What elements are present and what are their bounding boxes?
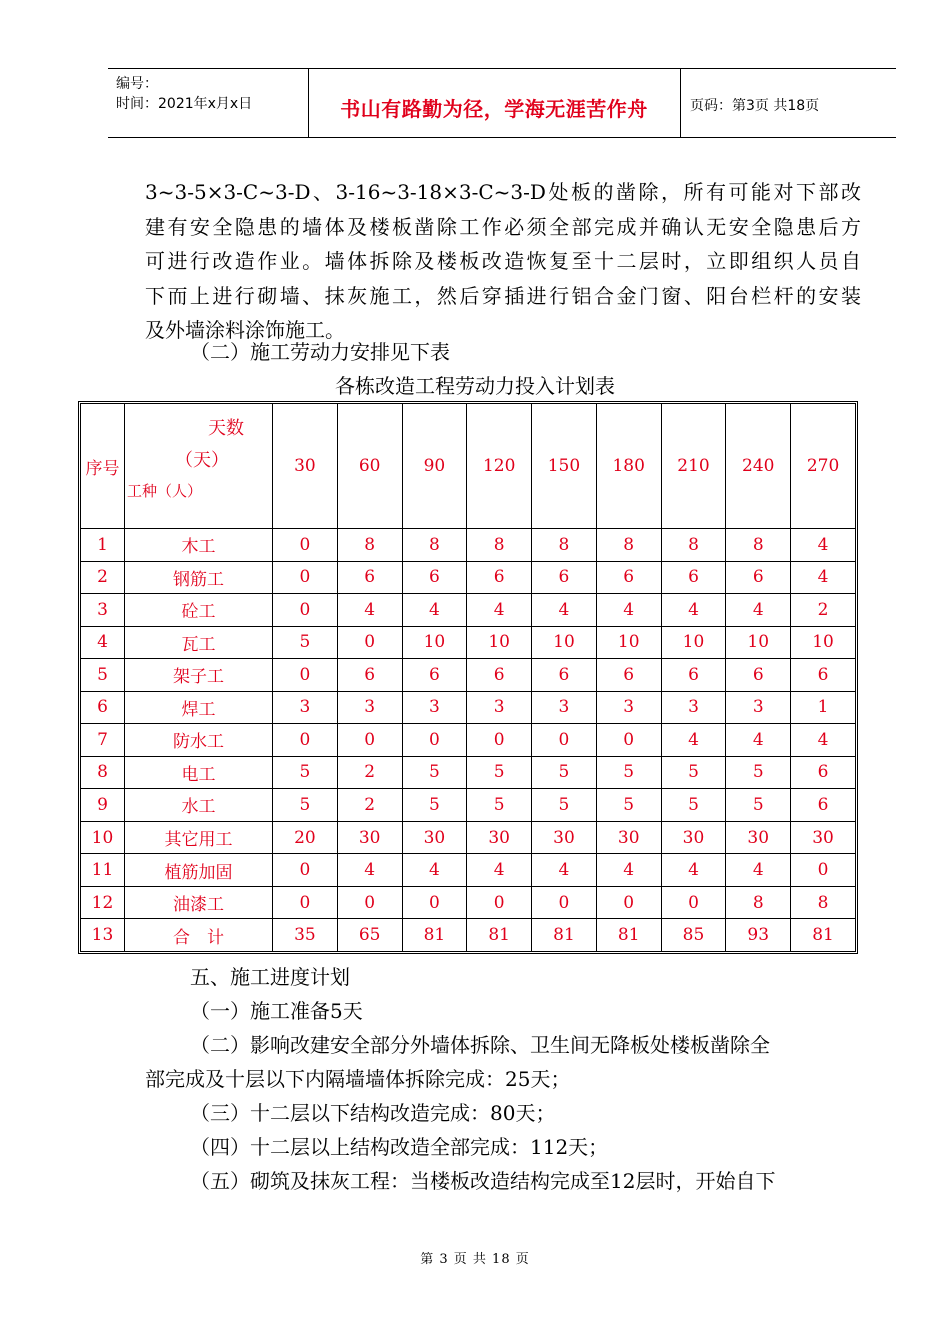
labor-count: 3: [661, 691, 726, 724]
labor-plan-table: [78, 401, 858, 954]
labor-count: 4: [532, 594, 597, 627]
labor-count: 0: [273, 886, 338, 919]
labor-count: 30: [596, 821, 661, 854]
trade-name: 焊工: [125, 691, 273, 724]
row-number: 10: [81, 821, 125, 854]
labor-count: 4: [467, 854, 532, 887]
day-col-header: 90: [402, 404, 467, 529]
header-meta: [108, 69, 309, 137]
trade-name: 其它用工: [125, 821, 273, 854]
labor-count: 5: [596, 756, 661, 789]
labor-count: 6: [791, 789, 856, 822]
labor-count: 0: [337, 626, 402, 659]
labor-count: 4: [726, 854, 791, 887]
labor-count: 3: [273, 691, 338, 724]
table-row: [81, 854, 856, 887]
table-caption: 各栋改造工程劳动力投入计划表: [335, 374, 615, 398]
labor-count: 3: [596, 691, 661, 724]
labor-count: 6: [726, 561, 791, 594]
table-header-row: [81, 404, 856, 529]
motto: 书山有路勤为径，学海无涯苦作舟: [340, 97, 648, 121]
paragraph-line: 可进行改造作业。墙体拆除及楼板改造恢复至十二层时，立即组织人员自: [145, 249, 861, 273]
labor-count: 20: [273, 821, 338, 854]
labor-count: 8: [596, 529, 661, 562]
table-row: [81, 789, 856, 822]
row-number: 4: [81, 626, 125, 659]
row-number: 3: [81, 594, 125, 627]
page-number-label: 页码：第3页 共18页: [690, 98, 820, 114]
day-col-header: 180: [596, 404, 661, 529]
row-number: 7: [81, 724, 125, 757]
table-row: [81, 529, 856, 562]
row-number: 13: [81, 919, 125, 952]
labor-count: 4: [337, 594, 402, 627]
labor-count: 6: [467, 659, 532, 692]
labor-count: 3: [402, 691, 467, 724]
row-number: 5: [81, 659, 125, 692]
paragraph-line: 建有安全隐患的墙体及楼板凿除工作必须全部完成并确认无安全隐患后方: [145, 214, 861, 239]
subheading: （二）施工劳动力安排见下表: [190, 340, 450, 364]
day-col-header: 210: [661, 404, 726, 529]
labor-count: 5: [273, 789, 338, 822]
table-row: [81, 821, 856, 854]
schedule-item: （五）砌筑及抹灰工程：当楼板改造结构完成至12层时，开始自下: [190, 1169, 776, 1193]
diagonal-header-cell: [125, 404, 273, 529]
labor-count: 5: [532, 789, 597, 822]
labor-count: 6: [596, 561, 661, 594]
trade-name: 防水工: [125, 724, 273, 757]
labor-count: 81: [791, 919, 856, 952]
labor-count: 0: [273, 854, 338, 887]
labor-count: 8: [661, 529, 726, 562]
labor-count: 5: [661, 789, 726, 822]
trade-name: 木工: [125, 529, 273, 562]
labor-count: 0: [467, 724, 532, 757]
header-motto-cell: [308, 69, 681, 137]
labor-count: 3: [532, 691, 597, 724]
schedule-item: （二）影响改建安全部分外墙体拆除、卫生间无降板处楼板凿除全: [190, 1033, 770, 1057]
row-number: 11: [81, 854, 125, 887]
labor-count: 3: [726, 691, 791, 724]
labor-count: 8: [402, 529, 467, 562]
labor-count: 0: [661, 886, 726, 919]
labor-count: 4: [726, 724, 791, 757]
row-number: 6: [81, 691, 125, 724]
section-title: 五、施工进度计划: [190, 965, 350, 989]
trade-name: 油漆工: [125, 886, 273, 919]
labor-count: 30: [726, 821, 791, 854]
labor-count: 35: [273, 919, 338, 952]
labor-count: 85: [661, 919, 726, 952]
table-row: [81, 659, 856, 692]
labor-count: 0: [596, 886, 661, 919]
day-col-header: 60: [337, 404, 402, 529]
row-number: 12: [81, 886, 125, 919]
labor-count: 5: [596, 789, 661, 822]
day-col-header: 270: [791, 404, 856, 529]
labor-count: 6: [791, 659, 856, 692]
labor-count: 10: [791, 626, 856, 659]
labor-count: 81: [596, 919, 661, 952]
labor-count: 1: [791, 691, 856, 724]
labor-count: 6: [661, 659, 726, 692]
labor-count: 8: [467, 529, 532, 562]
row-number: 9: [81, 789, 125, 822]
labor-count: 0: [273, 561, 338, 594]
seq-header: 序号: [81, 404, 125, 529]
labor-count: 30: [791, 821, 856, 854]
labor-count: 6: [402, 659, 467, 692]
labor-count: 30: [661, 821, 726, 854]
labor-count: 5: [273, 626, 338, 659]
table-row: [81, 919, 856, 952]
paragraph-line: 及外墙涂料涂饰施工。: [145, 318, 345, 342]
labor-count: 4: [661, 724, 726, 757]
labor-count: 0: [273, 724, 338, 757]
paragraph-line: 3~3-5×3-C~3-D、3-16~3-18×3-C~3-D处板的凿除，所有可能对下部改: [145, 180, 861, 204]
page-footer: 第 3 页 共 18 页: [420, 1252, 530, 1267]
labor-count: 81: [402, 919, 467, 952]
labor-count: 4: [337, 854, 402, 887]
labor-count: 5: [726, 756, 791, 789]
paragraph-line: 下而上进行砌墙、抹灰施工，然后穿插进行铝合金门窗、阳台栏杆的安装: [145, 283, 861, 308]
labor-count: 6: [661, 561, 726, 594]
labor-count: 4: [791, 529, 856, 562]
schedule-item-cont: 部完成及十层以下内隔墙墙体拆除完成：25天；: [145, 1067, 571, 1091]
labor-count: 4: [661, 594, 726, 627]
labor-count: 30: [532, 821, 597, 854]
trade-name: 砼工: [125, 594, 273, 627]
labor-count: 5: [402, 756, 467, 789]
day-col-header: 150: [532, 404, 597, 529]
trade-name: 植筋加固: [125, 854, 273, 887]
intro-paragraph: [145, 175, 861, 348]
labor-count: 5: [402, 789, 467, 822]
labor-count: 0: [402, 886, 467, 919]
labor-count: 4: [596, 854, 661, 887]
labor-count: 5: [532, 756, 597, 789]
table-row: [81, 691, 856, 724]
day-col-header: 240: [726, 404, 791, 529]
labor-count: 5: [467, 756, 532, 789]
table-row: [81, 626, 856, 659]
labor-count: 10: [532, 626, 597, 659]
schedule-item: （三）十二层以下结构改造完成：80天；: [190, 1101, 556, 1125]
trade-name: 瓦工: [125, 626, 273, 659]
trade-header: 工种（人）: [127, 482, 203, 500]
table-row: [81, 724, 856, 757]
labor-count: 4: [726, 594, 791, 627]
labor-count: 10: [661, 626, 726, 659]
labor-count: 6: [337, 659, 402, 692]
labor-count: 0: [532, 724, 597, 757]
labor-count: 81: [467, 919, 532, 952]
labor-count: 6: [467, 561, 532, 594]
labor-count: 2: [337, 756, 402, 789]
labor-count: 0: [402, 724, 467, 757]
labor-count: 6: [337, 561, 402, 594]
day-col-header: 30: [273, 404, 338, 529]
labor-count: 8: [726, 529, 791, 562]
labor-count: 5: [467, 789, 532, 822]
labor-count: 0: [596, 724, 661, 757]
row-number: 2: [81, 561, 125, 594]
labor-count: 30: [467, 821, 532, 854]
labor-count: 10: [402, 626, 467, 659]
labor-count: 0: [273, 659, 338, 692]
labor-count: 6: [791, 756, 856, 789]
labor-count: 8: [791, 886, 856, 919]
labor-count: 4: [467, 594, 532, 627]
labor-count: 5: [661, 756, 726, 789]
labor-count: 4: [402, 854, 467, 887]
labor-count: 0: [273, 529, 338, 562]
table-row: [81, 886, 856, 919]
labor-count: 6: [596, 659, 661, 692]
schedule-item: （四）十二层以上结构改造全部完成：112天；: [190, 1135, 609, 1159]
labor-count: 0: [467, 886, 532, 919]
labor-count: 5: [273, 756, 338, 789]
table-row: [81, 561, 856, 594]
labor-count: 10: [596, 626, 661, 659]
page-header: [108, 68, 896, 138]
labor-count: 93: [726, 919, 791, 952]
days-header: 天数: [208, 418, 244, 439]
labor-count: 30: [402, 821, 467, 854]
trade-name: 电工: [125, 756, 273, 789]
labor-count: 8: [532, 529, 597, 562]
labor-count: 4: [402, 594, 467, 627]
labor-count: 8: [337, 529, 402, 562]
labor-count: 3: [467, 691, 532, 724]
time-label: 时间：2021年x月x日: [116, 96, 253, 112]
labor-count: 10: [726, 626, 791, 659]
labor-count: 0: [337, 886, 402, 919]
number-label: 编号：: [116, 76, 158, 92]
labor-count: 6: [402, 561, 467, 594]
day-col-header: 120: [467, 404, 532, 529]
labor-count: 4: [532, 854, 597, 887]
labor-count: 6: [532, 561, 597, 594]
row-number: 1: [81, 529, 125, 562]
labor-count: 10: [467, 626, 532, 659]
labor-count: 4: [661, 854, 726, 887]
trade-name: 钢筋工: [125, 561, 273, 594]
schedule-item: （一）施工准备5天: [190, 999, 363, 1023]
labor-count: 65: [337, 919, 402, 952]
labor-count: 30: [337, 821, 402, 854]
labor-count: 5: [726, 789, 791, 822]
table-row: [81, 594, 856, 627]
row-number: 8: [81, 756, 125, 789]
labor-count: 0: [273, 594, 338, 627]
labor-count: 4: [791, 724, 856, 757]
labor-count: 6: [532, 659, 597, 692]
labor-count: 6: [726, 659, 791, 692]
labor-count: 0: [532, 886, 597, 919]
table-row: [81, 756, 856, 789]
trade-name: 合 计: [125, 919, 273, 952]
labor-count: 2: [791, 594, 856, 627]
labor-count: 4: [596, 594, 661, 627]
trade-name: 架子工: [125, 659, 273, 692]
labor-count: 3: [337, 691, 402, 724]
labor-count: 8: [726, 886, 791, 919]
days-unit: （天）: [175, 450, 229, 471]
labor-count: 2: [337, 789, 402, 822]
labor-count: 0: [337, 724, 402, 757]
trade-name: 水工: [125, 789, 273, 822]
labor-count: 0: [791, 854, 856, 887]
labor-count: 4: [791, 561, 856, 594]
labor-count: 81: [532, 919, 597, 952]
